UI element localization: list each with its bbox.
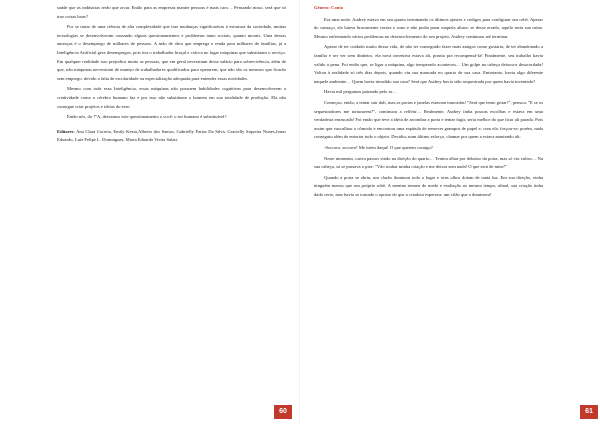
paragraph: Começou, então, a tentar sair dali, mas as portas e janelas estavam trancadas! "Será que tento gritar?", pensou. "E se os sequestradores me torturarem?", continuou a refletir… Realmente, Audrey tinha poucas escolhas e estava em uma verdadeira enrascada! Foi então que teve a ideia de arrombar a porta e tentar fugir, seria melhor do que ficar ali parada. Pois assim que vasculhou o cômodo e encontrou uma espátula de remover grampos de papel e, com ela, forçou-se; porém, nada conseguiu além de entortar todo o objeto. Decidiu, num último esforço, chamar por quem a estava mantendo ali: bbox=[314, 99, 543, 140]
page-number: 60 bbox=[274, 405, 292, 419]
paragraph: Era uma noite, Audrey estava em seu quarto terminando os últimos ajustes e códigos para configurar seu robô. Apesar do cansaço, ela lutava bravamente contra o sono e não podia parar naquela altura: se desse errado, aquilo seria sua ruína. Mesmo enfrentando vários problemas no desenvolvimento do seu projeto, Audrey continuou até terminar. bbox=[314, 16, 543, 39]
editors-names: : Ana Clara Correia, Emily Kezia,Alberto dos Santos, Gabrielly Farias Da Silva, Gracielly Siqueira Nunes,Jonas Eduardo, Luiz Felipe L. Domingues, Maria Eduarda Vieira Salati. bbox=[57, 128, 286, 143]
page-number: 61 bbox=[580, 405, 598, 419]
paragraph: Então nós, do 7ºA, deixamos este questionamento a você: o ser humano é substituível? bbox=[67, 114, 227, 120]
paragraph: Apesar de ter cuidado muito dessa vida, de não ter conseguido fazer mais amigos como gostaria, de ter abandonado a família e ser ver sem dinheiro, ela nova inventiva estava ali, pronta pra recompensá-la! Finalmente, seu trabalho havia valido a pena. Foi então que, se ligar a máquina, algo inesperado aconteceu… Um golpe na cabeça deixou-a desacordada! Voltou à realidade só três dias depois, quando viu sua mancada no quarto de sua casa. Entretanto, havia algo diferente naquele ambiente… Quem havia invadido sua casa? Será que Audrey havia sido sequestrada por quem havia inventado? bbox=[314, 44, 543, 84]
editors-credit bbox=[57, 128, 286, 145]
paragraph: Por se tratar de uma ciência de alta complexidade que traz mudanças significativas à estrutura da sociedade, muitas tecnologias se desenvolveram causando alguns questionamentos e problemas tanto sociais, quanto morais. Uma dessas ameaças é o desemprego de milhares de pessoas. A mão de obra que emprega e renda para milhares de famílias, já a Inteligência Artificial gera desempregos, pois tira o trabalhador braçal e coloca no lugar máquinas que substituam o serviço. Em qualquer realidade isso prejudica muito as pessoas, que em geral necessitam desse salário para sobrevivência, além de que, não máquinas necessitam de manejo de trabalhadores qualificados para operarem, que não são os mesmos que ficarão sem emprego, devido a falta de escolaridade ou especialização adequada para entender essas novidades. bbox=[57, 24, 286, 81]
paragraph: Mesmo com toda essa Inteligência, essas máquinas não possuem habilidades cognitivas para desenvolverem a criatividade como o cérebro humano faz e por isso não substituem o homem em sua totalidade de produção. Ela não consegue criar projetos e ideias do zero. bbox=[57, 86, 286, 109]
paragraph: Neste momento, ouviu passos vindo na direção do quarto… Tentou olhar por debaixo da porta, mas só viu vultos… Na sua cabeça, só se passava o pior: "Vão roubar minha criação e me deixar sem nada! O que será de mim?" bbox=[314, 155, 543, 170]
right-page bbox=[300, 0, 600, 424]
left-text-column bbox=[57, 4, 286, 147]
paragraph: saúde que as indústrias terão que arcar. Então para as empresas manter pessoas é mais caro… Pensando nisso, será que só traz coisas boas? bbox=[57, 5, 286, 19]
paragraph: Quando a porta se abriu, um clarão iluminou todo o lugar e seus olhos doíam de tanta luz. Em sua direção, vinha ninguém menos que seu próprio robô. A menina tremeu de medo e exaltação ao mesmo tempo, afinal, sua criação tinha dado certo, mas havia se tornado o oposto do que a criadora esperava: um vilão que a dominava! bbox=[314, 174, 543, 197]
editors-label: Editores bbox=[57, 128, 74, 134]
dialogue-line: -Socorro, socorro! Me tirem daqui! O que querem comigo? bbox=[324, 144, 433, 150]
genre-heading: Gênero: Conto bbox=[314, 5, 344, 10]
right-text-column bbox=[314, 4, 543, 201]
paragraph: Havia mil perguntas pairando pelo ar… bbox=[324, 89, 397, 95]
